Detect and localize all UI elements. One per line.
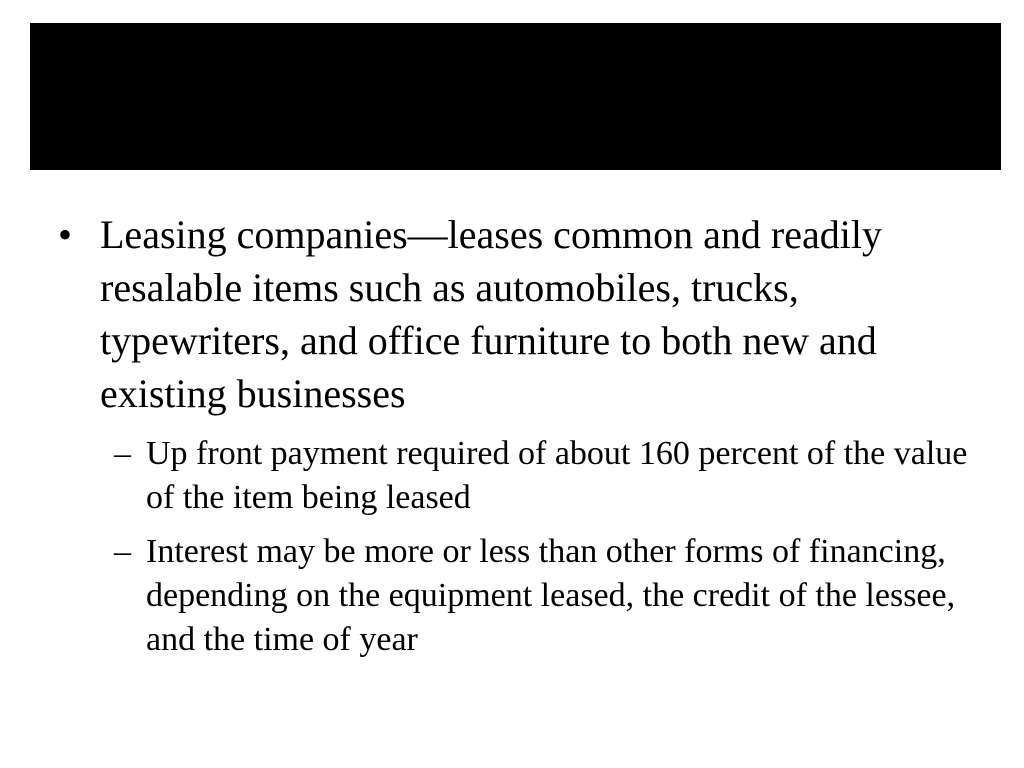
- title-bar: [30, 23, 1001, 170]
- bullet-marker: •: [58, 212, 73, 257]
- bullet-text: Leasing companies—leases common and readily resalable items such as automobiles, trucks, typewriters, and office furniture to both new and existing businesses: [100, 212, 892, 416]
- bullet-item: [58, 208, 988, 420]
- sub-bullet-marker: –: [114, 533, 131, 570]
- sub-bullet-marker: –: [114, 435, 131, 472]
- slide-content: [58, 208, 988, 672]
- sub-bullet-text: Up front payment required of about 160 percent of the value of the item being leased: [146, 435, 976, 516]
- sub-bullet-item: [114, 530, 988, 662]
- sub-bullet-text: Interest may be more or less than other forms of financing, depending on the equipment leased, the credit of the lessee, and the time of year: [146, 533, 981, 658]
- sub-bullet-item: [114, 432, 988, 520]
- sub-bullet-list: [114, 432, 988, 662]
